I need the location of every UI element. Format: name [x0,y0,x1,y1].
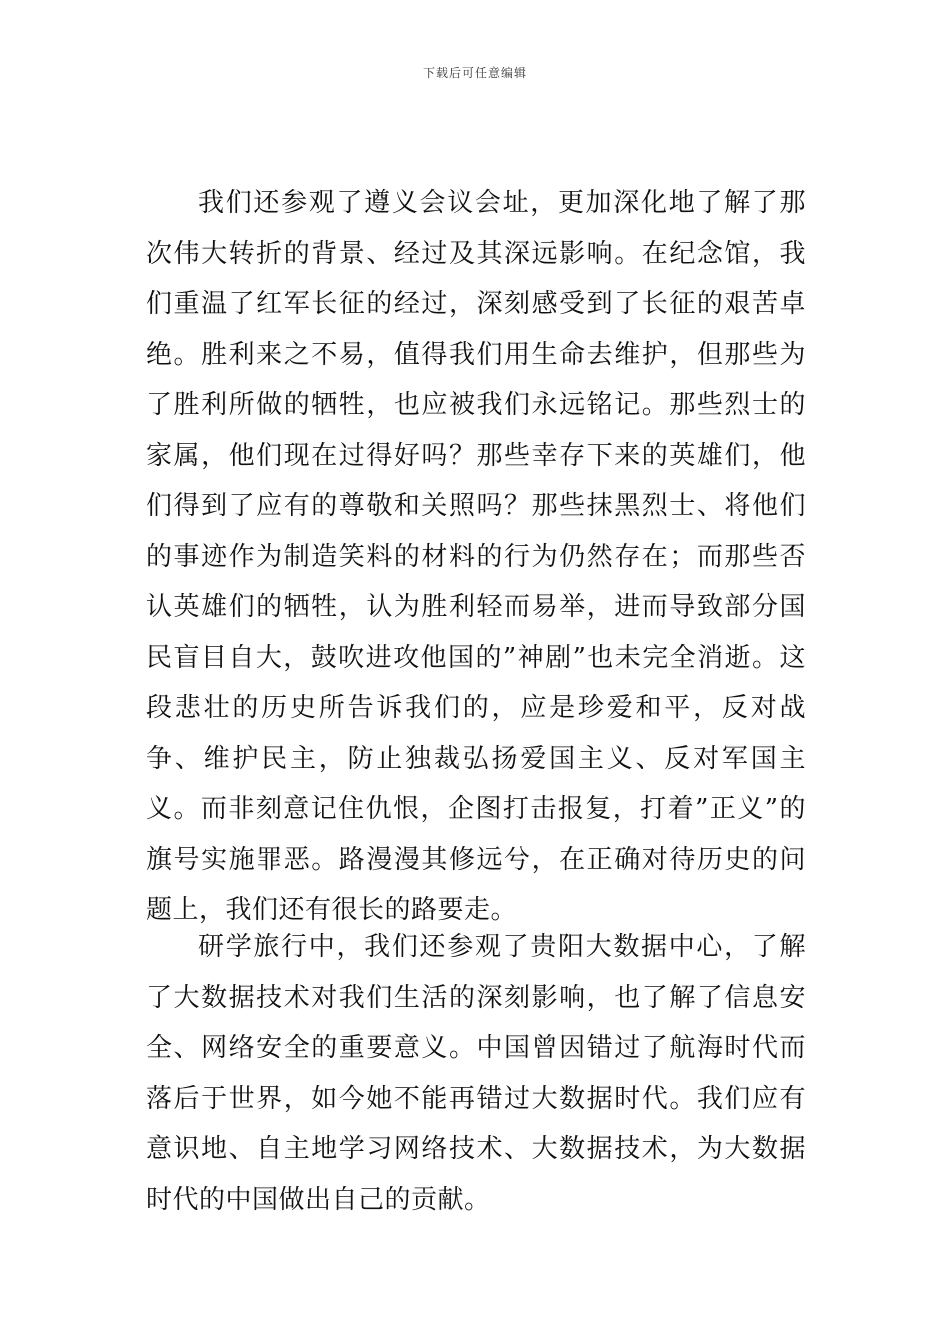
body-paragraph-1: 我们还参观了遵义会议会址，更加深化地了解了那次伟大转折的背景、经过及其深远影响。在纪念馆，我们重温了红军长征的经过，深刻感受到了长征的艰苦卓绝。胜利来之不易，值得我们用生命去维护，但那些为了胜利所做的牺牲，也应被我们永远铭记。那些烈士的家属，他们现在过得好吗？那些幸存下来的英雄们，他们得到了应有的尊敬和关照吗？那些抹黑烈士、将他们的事迹作为制造笑料的材料的行为仍然存在；而那些否认英雄们的牺牲，认为胜利轻而易举，进而导致部分国民盲目自大，鼓吹进攻他国的”神剧”也未完全消逝。这段悲壮的历史所告诉我们的，应是珍爱和平，反对战争、维护民主，防止独裁弘扬爱国主义、反对军国主义。而非刻意记住仇恨，企图打击报复，打着”正义”的旗号实施罪恶。路漫漫其修远兮，在正确对待历史的问题上，我们还有很长的路要走。 [146,188,806,925]
body-paragraph-2: 研学旅行中，我们还参观了贵阳大数据中心，了解了大数据技术对我们生活的深刻影响，也了解了信息安全、网络安全的重要意义。中国曾因错过了航海时代而落后于世界，如今她不能再错过大数据时代。我们应有意识地、自主地学习网络技术、大数据技术，为大数据时代的中国做出自己的贡献。 [146,932,806,1215]
page-header: 下载后可任意编辑 [422,66,527,80]
